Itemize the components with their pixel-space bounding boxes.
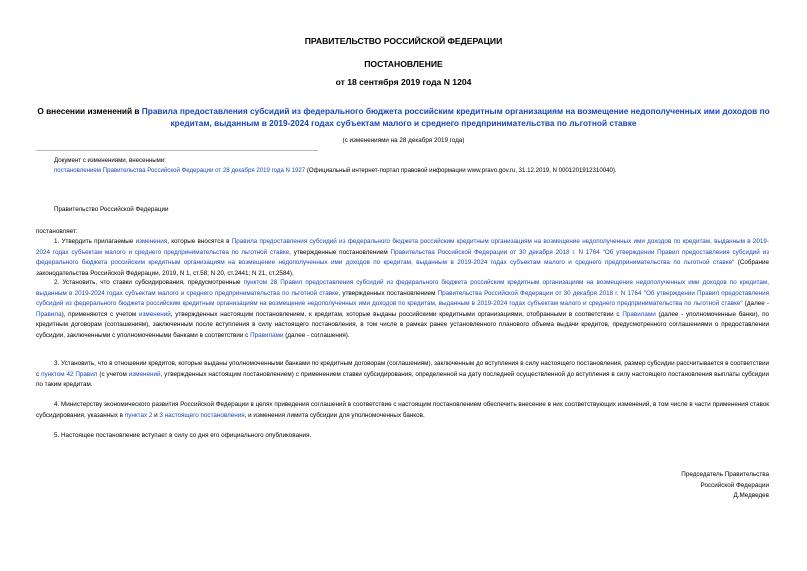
- p4-point3-link[interactable]: 3 настоящего постановления: [159, 411, 245, 419]
- p2-text: (далее -: [742, 300, 769, 307]
- p2-text: , утвержденных постановлением: [338, 289, 438, 297]
- p1-text: , утвержденные постановлением: [289, 248, 391, 256]
- paragraph-1: [36, 237, 769, 279]
- doc-meta-label: Документ с изменениями, внесенными:: [54, 157, 166, 164]
- paragraph-5: [36, 431, 769, 442]
- p4-text: и: [152, 411, 160, 419]
- header-government: ПРАВИТЕЛЬСТВО РОССИЙСКОЙ ФЕДЕРАЦИИ: [304, 36, 503, 46]
- p3-text: , утвержденных настоящим постановлением) с применением ставки субсидирования, определенной на дату последней осуществленной до вступления в силу настоящего постановления выплаты субсидии по таким кредитам.: [36, 370, 770, 388]
- p3-changes-link[interactable]: изменений: [128, 370, 161, 378]
- p2-point28-link[interactable]: пунктом 28 Правил предоставления субсидий из федерального бюджета российским кредитным организациям на возмещение недополученных ими доходов по кредитам, выданным в 2019-2024 годах субъектам малого и среднего предпринимательства по льготной ставке: [36, 279, 769, 297]
- paragraph-2: [36, 278, 769, 341]
- signature-org: Российской Федерации: [700, 481, 769, 489]
- signature-name: Д.Медведев: [733, 492, 769, 499]
- doc-meta: [54, 156, 774, 176]
- p3-text: (с учетом: [97, 370, 129, 378]
- p1-rules-link[interactable]: Правила предоставления субсидий из федерального бюджета российским кредитным организациям на возмещение недополученных ими доходов по кредитам, выданным в 2019-2024 годах субъектам малого и среднего предпринимательства по льготной ставке: [36, 238, 769, 256]
- paragraph-3: [36, 359, 769, 391]
- doc-meta-source: [54, 166, 774, 176]
- p1-text: 1. Утвердить прилагаемые: [54, 238, 136, 245]
- p5-text: 5. Настоящее постановление вступает в силу со дня его официального опубликования.: [54, 432, 312, 439]
- government-line: Правительство Российской Федерации: [54, 206, 169, 213]
- signature-title: Председатель Правительства: [681, 471, 769, 478]
- p2-rules-link[interactable]: Правилами: [250, 331, 284, 339]
- p4-point2-link[interactable]: пунктах 2: [124, 411, 153, 419]
- p1-changes-link[interactable]: изменения: [135, 238, 168, 245]
- header-doc-type: ПОСТАНОВЛЕНИЕ: [364, 59, 443, 69]
- title-prefix: О внесении изменений в: [37, 106, 142, 116]
- p2-text: ), применяются с учетом: [61, 310, 139, 318]
- p3-point42-link[interactable]: пунктом 42 Правил: [41, 370, 98, 378]
- p2-text: (далее - уполномоченные банки), по кредитным договорам (соглашениям), заключенным после вступления в силу настоящего постановления, в том числе в рамках ранее установленного планового объема выдачи кредитов, предусмотренного соглашениями о предоставлении субсидии, заключенными с уполномоченными банками в соответствии с: [36, 310, 769, 339]
- p1-decree-link[interactable]: Правительства Российской Федерации от 30 декабря 2018 г. N 1764 "Об утверждении Правил предоставления субсидий из федерального бюджета российским кредитным организациям на возмещение недополученных ими доходов по кредитам, выданным в 2019-2024 годах субъектам малого и среднего предпринимательства по льготной ставке": [36, 248, 769, 266]
- p3-text: 3. Установить, что в отношении кредитов, которые выданы уполномоченными банками по кредитным договорам (соглашениям), заключенным до вступления в силу настоящего постановления, размер субсидии рассчитывается в соответствии с: [36, 360, 769, 378]
- p2-text: (далее - соглашения).: [283, 331, 350, 339]
- postanovlyaet: постановляет:: [36, 228, 78, 235]
- p4-text: , и изменения лимита субсидии для уполномоченных банков.: [244, 411, 425, 419]
- document-title: [36, 105, 771, 129]
- amending-decree-link[interactable]: постановлением Правительства Российской Федерации от 28 декабря 2019 года N 1927: [54, 167, 306, 174]
- p1-text: , которые вносятся в: [167, 238, 232, 245]
- p2-text: 2. Установить, что ставки субсидирования, предусмотренные: [54, 279, 244, 286]
- paragraph-4: [36, 400, 769, 421]
- header-date: от 18 сентября 2019 года N 1204: [335, 77, 472, 87]
- amendment-note: (с изменениями на 28 декабря 2019 года): [342, 137, 465, 144]
- title-rules-link[interactable]: Правила предоставления субсидий из федерального бюджета российским кредитным организациям на возмещение недополученных ими доходов по кредитам, выданным в 2019-2024 годах субъектам малого и среднего предпринимательства по льготной ставке: [141, 106, 770, 128]
- p2-rules-link[interactable]: Правила: [36, 310, 62, 318]
- p4-text: 4. Министерству экономического развития Российской Федерации в целях приведения соглашений в соответствие с настоящим постановлением обеспечить внесение в них соответствующих изменений, в том числе в части применения ставок субсидирования, указанных в: [36, 401, 769, 419]
- p1-text: (Собрание законодательства Российской Федерации, 2019, N 1, ст.58; N 20, ст.2441; N 21, ст.2584).: [36, 259, 769, 277]
- p2-decree-link[interactable]: Правительства Российской Федерации от 30 декабря 2018 г. N 1764 "Об утверждении Правил предоставления субсидий из федерального бюджета российским кредитным организациям на возмещение недополученных ими доходов по кредитам, выданным в 2019-2024 годах субъектам малого и среднего предпринимательства по льготной ставке": [36, 289, 770, 307]
- divider: [36, 150, 318, 151]
- p2-changes-link[interactable]: изменений: [139, 310, 171, 318]
- p2-text: , утвержденных настоящим постановлением, к кредитам, которые выданы российскими кредитными организациями, отобранными в соответствии с: [170, 310, 623, 318]
- doc-meta-rest: (Официальный интернет-портал правовой информации www.pravo.gov.ru, 31.12.2019, N 0001201912310040).: [305, 167, 617, 174]
- signature-block: [681, 470, 769, 502]
- p2-rules-link[interactable]: Правилами: [622, 310, 656, 318]
